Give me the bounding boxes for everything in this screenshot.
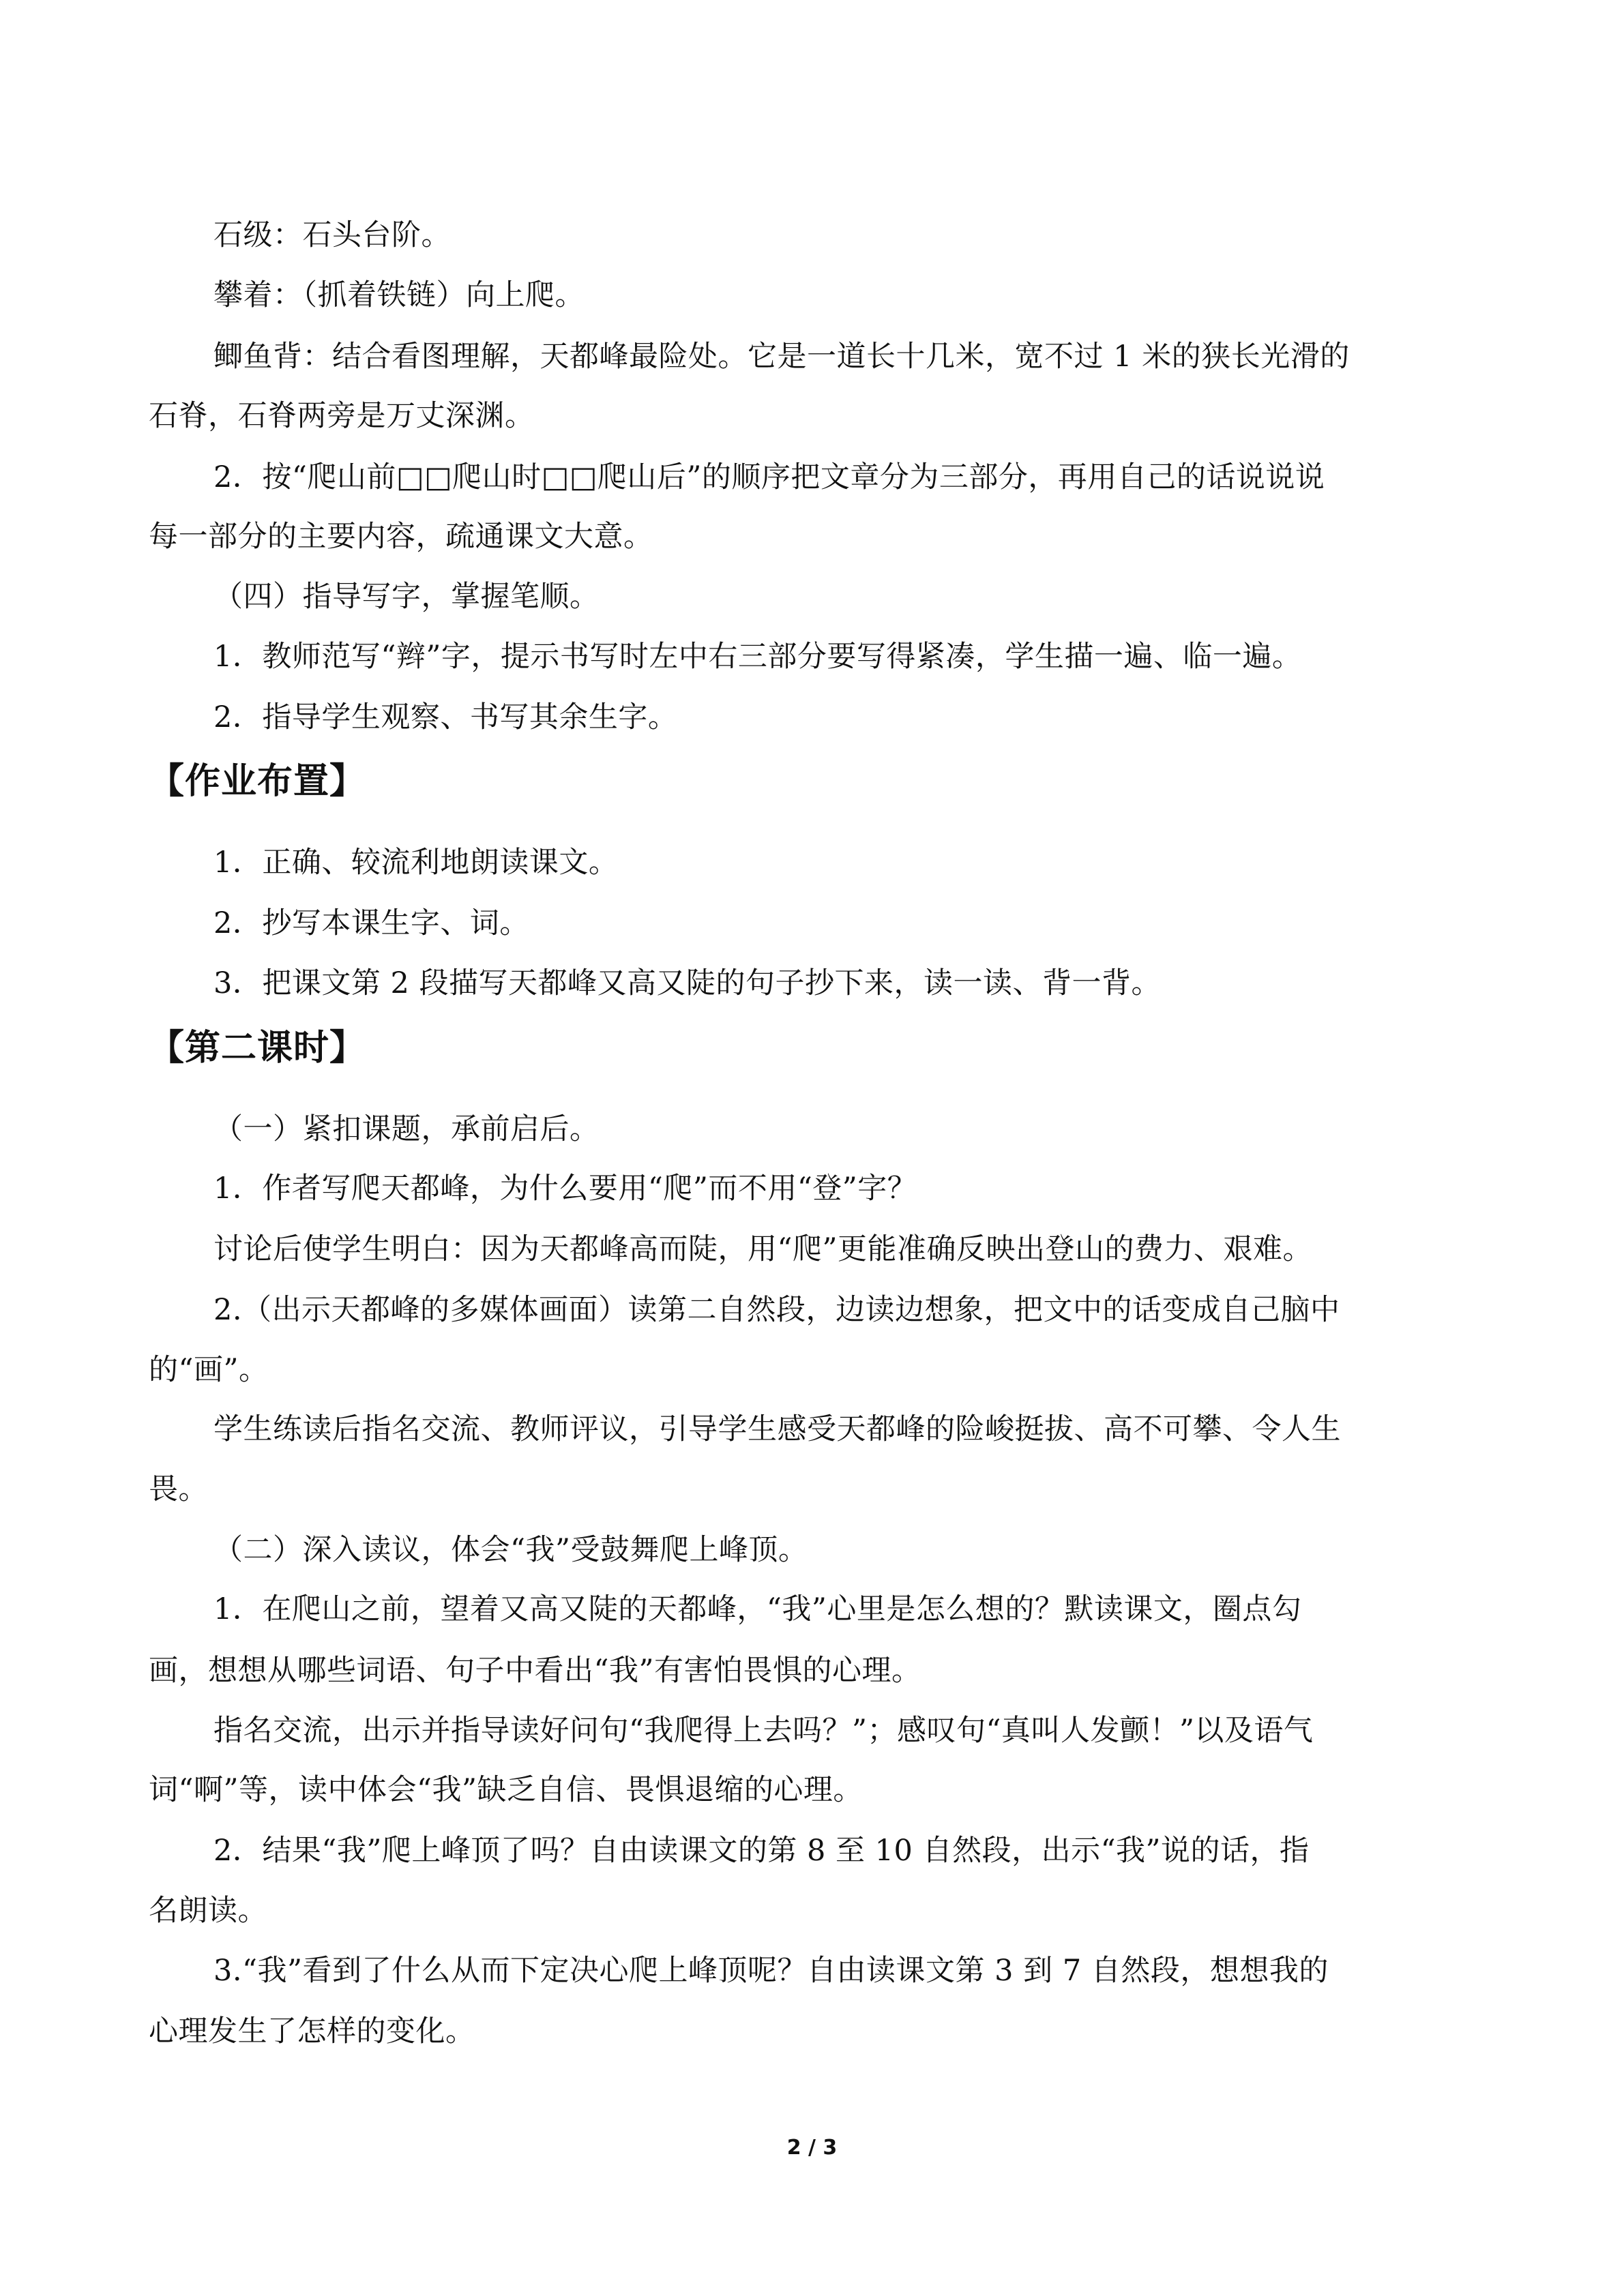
paragraph-line: 的“画”。 bbox=[149, 1353, 269, 1387]
paragraph-line: 讨论后使学生明白：因为天都峰高而陡，用“爬”更能准确反映出登山的费力、艰难。 bbox=[213, 1232, 1312, 1266]
paragraph-line: 画，想想从哪些词语、句子中看出“我”有害怕畏惧的心理。 bbox=[149, 1654, 921, 1688]
paragraph-line: 每一部分的主要内容，疏通课文大意。 bbox=[149, 520, 653, 554]
section-heading: 【第二课时】 bbox=[149, 1028, 366, 1069]
paragraph-line: 1．作者写爬天都峰，为什么要用“爬”而不用“登”字？ bbox=[213, 1172, 917, 1206]
paragraph-line: 词“啊”等，读中体会“我”缺乏自信、畏惧退缩的心理。 bbox=[149, 1773, 863, 1807]
paragraph-line: 鲫鱼背：结合看图理解，天都峰最险处。它是一道长十几米，宽不过 1 米的狭长光滑的 bbox=[213, 340, 1350, 374]
paragraph-line: （二）深入读议，体会“我”受鼓舞爬上峰顶。 bbox=[213, 1533, 808, 1567]
paragraph-line: 畏。 bbox=[149, 1472, 208, 1506]
paragraph-line: （一）紧扣课题，承前启后。 bbox=[213, 1112, 600, 1146]
paragraph-line: 名朗读。 bbox=[149, 1894, 267, 1928]
paragraph-line: 3．把课文第 2 段描写天都峰又高又陡的句子抄下来，读一读、背一背。 bbox=[213, 966, 1162, 1000]
paragraph-line: 心理发生了怎样的变化。 bbox=[149, 2014, 475, 2048]
paragraph-line: 石级：石头台阶。 bbox=[213, 218, 451, 252]
paragraph-line: 3.“我”看到了什么从而下定决心爬上峰顶呢？自由读课文第 3 到 7 自然段，想想我的 bbox=[213, 1954, 1329, 1988]
paragraph-line: 1．教师范写“辫”字，提示书写时左中右三部分要写得紧凑，学生描一遍、临一遍。 bbox=[213, 640, 1302, 674]
section-heading: 【作业布置】 bbox=[149, 761, 366, 802]
paragraph-line: 1．正确、较流利地朗读课文。 bbox=[213, 846, 619, 880]
paragraph-line: 石脊，石脊两旁是万丈深渊。 bbox=[149, 399, 535, 433]
paragraph-line: 2．抄写本课生字、词。 bbox=[213, 906, 529, 940]
paragraph-line: 指名交流，出示并指导读好问句“我爬得上去吗？”；感叹句“真叫人发颤！”以及语气 bbox=[213, 1714, 1314, 1748]
paragraph-line: 1．在爬山之前，望着又高又陡的天都峰，“我”心里是怎么想的？默读课文，圈点勾 bbox=[213, 1592, 1302, 1626]
paragraph-line: （四）指导写字，掌握笔顺。 bbox=[213, 580, 600, 614]
paragraph-line: 攀着：（抓着铁链）向上爬。 bbox=[213, 278, 585, 312]
paragraph-line: 2．指导学生观察、书写其余生字。 bbox=[213, 700, 678, 734]
paragraph-line: 2．按“爬山前□□爬山时□□爬山后”的顺序把文章分为三部分，再用自己的话说说说 bbox=[213, 460, 1325, 494]
paragraph-line: 2．结果“我”爬上峰顶了吗？自由读课文的第 8 至 10 自然段，出示“我”说的话，指 bbox=[213, 1834, 1310, 1868]
paragraph-line: 学生练读后指名交流、教师评议，引导学生感受天都峰的险峻挺拔、高不可攀、令人生 bbox=[213, 1412, 1341, 1446]
paragraph-line: 2.（出示天都峰的多媒体画面）读第二自然段，边读边想象，把文中的话变成自己脑中 bbox=[213, 1293, 1340, 1327]
page-number: 2 / 3 bbox=[786, 2136, 838, 2160]
